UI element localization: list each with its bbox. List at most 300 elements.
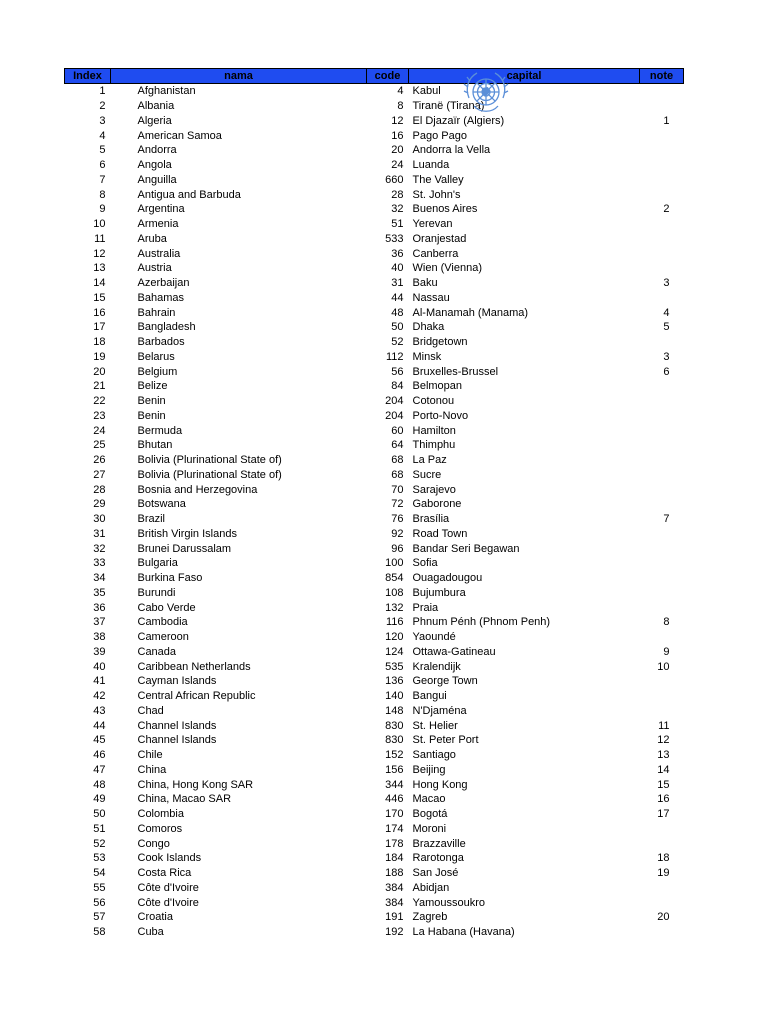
row-code[interactable]: 112 [385,350,404,363]
row-index[interactable]: 50 [93,808,106,821]
row-index[interactable]: 37 [93,616,106,629]
row-capital[interactable]: Bogotá [412,808,448,821]
row-index[interactable]: 18 [93,336,106,349]
row-note[interactable] [640,438,684,453]
row-note[interactable] [640,246,684,261]
row-index[interactable]: 16 [93,306,106,319]
row-name[interactable]: Comoros [137,822,183,835]
row-code[interactable]: 152 [385,749,404,762]
row-note[interactable] [640,704,684,719]
row-code[interactable]: 16 [391,129,404,142]
row-note[interactable]: 9 [663,645,670,658]
row-code[interactable]: 204 [385,409,404,422]
row-capital[interactable]: St. Helier [412,719,458,732]
row-index[interactable]: 23 [93,409,106,422]
row-note[interactable] [640,291,684,306]
row-code[interactable]: 96 [391,542,404,555]
row-note[interactable] [640,881,684,896]
row-code[interactable]: 24 [391,159,404,172]
row-name[interactable]: China, Macao SAR [137,793,232,806]
row-index[interactable]: 14 [93,277,106,290]
row-note[interactable] [640,453,684,468]
row-name[interactable]: Burkina Faso [137,572,203,585]
row-note[interactable]: 3 [663,277,670,290]
row-index[interactable]: 52 [93,837,106,850]
row-name[interactable]: Afghanistan [137,85,196,98]
row-name[interactable]: Australia [137,247,181,260]
row-name[interactable]: Azerbaijan [137,277,190,290]
row-name[interactable]: American Samoa [137,129,222,142]
row-index[interactable]: 8 [99,188,106,201]
row-index[interactable]: 20 [93,365,106,378]
row-capital[interactable]: Andorra la Vella [412,144,491,157]
row-name[interactable]: Benin [137,395,166,408]
table-row [65,925,684,940]
row-name[interactable]: Brunei Darussalam [137,542,232,555]
row-code[interactable]: 384 [385,896,404,909]
row-name[interactable]: China, Hong Kong SAR [137,778,254,791]
row-code[interactable]: 344 [385,778,404,791]
row-code[interactable]: 204 [385,395,404,408]
row-note[interactable] [640,423,684,438]
row-note[interactable] [640,822,684,837]
row-index[interactable]: 54 [93,867,106,880]
row-capital[interactable]: St. Peter Port [412,734,479,747]
row-note[interactable] [640,158,684,173]
row-capital[interactable]: Bujumbura [412,586,466,599]
row-capital[interactable]: Oranjestad [412,232,467,245]
row-code[interactable]: 156 [385,763,404,776]
row-code[interactable]: 64 [391,439,404,452]
row-note[interactable] [640,482,684,497]
row-note[interactable] [640,394,684,409]
row-name[interactable]: Burundi [137,586,176,599]
row-note[interactable] [640,99,684,114]
row-code[interactable]: 31 [391,277,404,290]
row-code[interactable]: 20 [391,144,404,157]
row-note[interactable] [640,84,684,99]
row-index[interactable]: 19 [93,350,106,363]
row-note[interactable]: 17 [657,808,670,821]
row-note[interactable]: 15 [657,778,670,791]
row-code[interactable]: 533 [385,232,404,245]
row-code[interactable]: 52 [391,336,404,349]
row-index[interactable]: 31 [93,527,106,540]
row-capital[interactable]: Belmopan [412,380,463,393]
row-code[interactable]: 44 [391,291,404,304]
row-note[interactable] [640,409,684,424]
row-note[interactable] [640,173,684,188]
row-name[interactable]: Algeria [137,114,172,127]
row-capital[interactable]: Moroni [412,822,447,835]
row-name[interactable]: Aruba [137,232,167,245]
row-code[interactable]: 32 [391,203,404,216]
row-code[interactable]: 40 [391,262,404,275]
row-name[interactable]: China [137,763,167,776]
row-code[interactable]: 36 [391,247,404,260]
row-code[interactable]: 56 [391,365,404,378]
row-name[interactable]: Cameroon [137,631,189,644]
row-note[interactable] [640,468,684,483]
row-capital[interactable]: Bruxelles-Brussel [412,365,499,378]
row-index[interactable]: 4 [99,129,106,142]
row-index[interactable]: 34 [93,572,106,585]
row-capital[interactable]: Bangui [412,690,447,703]
row-capital[interactable]: Luanda [412,159,450,172]
row-capital[interactable]: Canberra [412,247,459,260]
row-note[interactable] [640,836,684,851]
row-index[interactable]: 56 [93,896,106,909]
row-index[interactable]: 47 [93,763,106,776]
row-code[interactable]: 76 [391,513,404,526]
row-capital[interactable]: Minsk [412,350,442,363]
row-note[interactable]: 12 [657,734,670,747]
row-code[interactable]: 140 [385,690,404,703]
row-name[interactable]: Barbados [137,336,185,349]
row-name[interactable]: Chile [137,749,163,762]
row-capital[interactable]: Hong Kong [412,778,468,791]
row-code[interactable]: 830 [385,719,404,732]
row-name[interactable]: Bolivia (Plurinational State of) [137,468,282,481]
row-capital[interactable]: Al-Manamah (Manama) [412,306,529,319]
row-index[interactable]: 33 [93,557,106,570]
row-note[interactable] [640,925,684,940]
row-code[interactable]: 170 [385,808,404,821]
row-index[interactable]: 10 [93,218,106,231]
header-index[interactable]: Index [65,69,111,84]
row-note[interactable]: 11 [658,719,670,732]
row-capital[interactable]: George Town [412,675,478,688]
row-index[interactable]: 17 [93,321,106,334]
row-code[interactable]: 136 [385,675,404,688]
row-index[interactable]: 51 [93,822,106,835]
row-note[interactable] [640,335,684,350]
row-code[interactable]: 384 [385,881,404,894]
row-note[interactable] [640,187,684,202]
row-name[interactable]: Benin [137,409,166,422]
row-note[interactable]: 3 [663,350,670,363]
row-code[interactable]: 116 [385,616,404,629]
row-name[interactable]: Brazil [137,513,166,526]
row-note[interactable] [640,379,684,394]
row-capital[interactable]: Thimphu [412,439,456,452]
row-capital[interactable]: Zagreb [412,911,448,924]
row-capital[interactable]: Santiago [412,749,456,762]
row-capital[interactable]: Rarotonga [412,852,464,865]
row-code[interactable]: 188 [385,867,404,880]
row-index[interactable]: 46 [93,749,106,762]
row-name[interactable]: Bolivia (Plurinational State of) [137,454,282,467]
row-note[interactable]: 10 [657,660,670,673]
row-name[interactable]: Bermuda [137,424,183,437]
row-index[interactable]: 7 [99,173,106,186]
row-code[interactable]: 50 [391,321,404,334]
row-name[interactable]: Cuba [137,926,164,939]
row-capital[interactable]: Buenos Aires [412,203,478,216]
row-index[interactable]: 49 [93,793,106,806]
row-note[interactable] [640,689,684,704]
row-code[interactable]: 120 [385,631,404,644]
row-capital[interactable]: Wien (Vienna) [412,262,482,275]
row-code[interactable]: 68 [391,454,404,467]
row-capital[interactable]: Yaoundé [412,631,456,644]
row-capital[interactable]: Road Town [412,527,468,540]
row-code[interactable]: 660 [385,173,404,186]
row-index[interactable]: 9 [99,203,106,216]
row-code[interactable]: 108 [385,586,404,599]
row-code[interactable]: 28 [391,188,404,201]
row-name[interactable]: Bulgaria [137,557,178,570]
row-index[interactable]: 43 [93,704,106,717]
row-capital[interactable]: Beijing [412,763,446,776]
row-capital[interactable]: Bridgetown [412,336,468,349]
row-code[interactable]: 854 [385,572,404,585]
row-capital[interactable]: Nassau [412,291,450,304]
row-capital[interactable]: La Paz [412,454,447,467]
row-index[interactable]: 27 [93,468,106,481]
row-index[interactable]: 39 [93,645,106,658]
row-index[interactable]: 13 [93,262,106,275]
row-note[interactable] [640,674,684,689]
row-index[interactable]: 44 [93,719,106,732]
row-name[interactable]: Armenia [137,218,179,231]
row-name[interactable]: Andorra [137,144,177,157]
row-code[interactable]: 124 [385,645,404,658]
row-name[interactable]: Bhutan [137,439,173,452]
row-note[interactable] [640,232,684,247]
row-name[interactable]: Croatia [137,911,173,924]
row-note[interactable]: 13 [657,749,670,762]
row-code[interactable]: 191 [385,911,404,924]
row-capital[interactable]: N'Djaména [412,704,467,717]
row-name[interactable]: Colombia [137,808,184,821]
row-index[interactable]: 55 [93,881,106,894]
row-index[interactable]: 2 [99,100,106,113]
header-note[interactable]: note [640,69,684,84]
row-name[interactable]: Côte d'Ivoire [137,896,199,909]
row-name[interactable]: Canada [137,645,177,658]
row-index[interactable]: 28 [93,483,106,496]
row-note[interactable]: 18 [657,852,670,865]
row-note[interactable]: 8 [663,616,670,629]
row-name[interactable]: Botswana [137,498,186,511]
table-row [65,792,684,807]
row-code[interactable]: 174 [385,822,404,835]
header-name[interactable]: nama [111,69,367,84]
row-index[interactable]: 45 [93,734,106,747]
row-note[interactable]: 7 [663,513,670,526]
row-capital[interactable]: The Valley [412,173,464,186]
row-index[interactable]: 11 [94,232,106,245]
row-capital[interactable]: Sofia [412,557,438,570]
row-index[interactable]: 41 [93,675,106,688]
row-note[interactable]: 16 [657,793,670,806]
row-capital[interactable]: Cotonou [412,395,455,408]
row-index[interactable]: 12 [93,247,106,260]
row-note[interactable]: 4 [663,306,670,319]
row-note[interactable] [640,217,684,232]
row-name[interactable]: Austria [137,262,172,275]
row-code[interactable]: 12 [391,114,404,127]
row-code[interactable]: 4 [397,85,404,98]
row-capital[interactable]: Yamoussoukro [412,896,486,909]
row-capital[interactable]: Porto-Novo [412,409,469,422]
row-capital[interactable]: Abidjan [412,881,450,894]
row-name[interactable]: Belgium [137,365,178,378]
row-index[interactable]: 58 [93,926,106,939]
row-note[interactable]: 1 [663,114,670,127]
row-code[interactable]: 92 [391,527,404,540]
row-note[interactable]: 2 [663,203,670,216]
row-capital[interactable]: Gaborone [412,498,462,511]
row-code[interactable]: 535 [385,660,404,673]
row-name[interactable]: British Virgin Islands [137,527,237,540]
row-index[interactable]: 32 [93,542,106,555]
row-name[interactable]: Bahrain [137,306,176,319]
row-note[interactable]: 20 [657,911,670,924]
row-capital[interactable]: Pago Pago [412,129,467,142]
row-index[interactable]: 25 [93,439,106,452]
row-note[interactable] [640,527,684,542]
row-note[interactable] [640,571,684,586]
row-code[interactable]: 830 [385,734,404,747]
row-capital[interactable]: Hamilton [412,424,456,437]
row-name[interactable]: Cook Islands [137,852,202,865]
row-code[interactable]: 60 [391,424,404,437]
row-code[interactable]: 148 [385,704,404,717]
row-note[interactable] [640,600,684,615]
row-code[interactable]: 84 [391,380,404,393]
row-capital[interactable]: Brazzaville [412,837,466,850]
row-name[interactable]: Anguilla [137,173,177,186]
row-name[interactable]: Cabo Verde [137,601,196,614]
row-name[interactable]: Argentina [137,203,185,216]
row-name[interactable]: Albania [137,100,175,113]
row-note[interactable] [640,556,684,571]
row-note[interactable] [640,630,684,645]
row-code[interactable]: 178 [385,837,404,850]
row-name[interactable]: Côte d'Ivoire [137,881,199,894]
row-capital[interactable]: Yerevan [412,218,453,231]
row-name[interactable]: Chad [137,704,164,717]
row-name[interactable]: Cayman Islands [137,675,217,688]
row-note[interactable] [640,128,684,143]
row-code[interactable]: 184 [385,852,404,865]
row-capital[interactable]: El Djazaïr (Algiers) [412,114,505,127]
row-name[interactable]: Belize [137,380,168,393]
row-code[interactable]: 51 [391,218,404,231]
row-capital[interactable]: Brasília [412,513,450,526]
row-index[interactable]: 35 [93,586,106,599]
row-name[interactable]: Central African Republic [137,690,256,703]
row-capital[interactable]: Praia [412,601,439,614]
row-index[interactable]: 26 [93,454,106,467]
row-index[interactable]: 3 [99,114,106,127]
row-index[interactable]: 53 [93,852,106,865]
row-name[interactable]: Antigua and Barbuda [137,188,241,201]
row-note[interactable] [640,586,684,601]
row-name[interactable]: Channel Islands [137,719,217,732]
row-code[interactable]: 132 [385,601,404,614]
row-name[interactable]: Caribbean Netherlands [137,660,251,673]
row-name[interactable]: Bosnia and Herzegovina [137,483,258,496]
header-capital[interactable]: capital [409,69,640,84]
row-note[interactable] [640,895,684,910]
row-name[interactable]: Channel Islands [137,734,217,747]
row-code[interactable]: 48 [391,306,404,319]
row-code[interactable]: 100 [385,557,404,570]
row-note[interactable]: 14 [657,763,670,776]
row-index[interactable]: 30 [93,513,106,526]
table-row [65,173,684,188]
row-index[interactable]: 1 [99,85,106,98]
row-note[interactable]: 6 [663,365,670,378]
header-code[interactable]: code [367,69,409,84]
row-capital[interactable]: Kabul [412,85,441,98]
row-index[interactable]: 29 [93,498,106,511]
row-capital[interactable]: St. John's [412,188,461,201]
row-capital[interactable]: Phnum Pénh (Phnom Penh) [412,616,551,629]
row-capital[interactable]: Tiranë (Tirana) [412,100,485,113]
row-note[interactable]: 5 [663,321,670,334]
row-index[interactable]: 57 [93,911,106,924]
row-capital[interactable]: Dhaka [412,321,445,334]
row-code[interactable]: 446 [385,793,404,806]
row-code[interactable]: 68 [391,468,404,481]
row-capital[interactable]: Kralendijk [412,660,461,673]
row-index[interactable]: 48 [93,778,106,791]
row-index[interactable]: 42 [93,690,106,703]
row-code[interactable]: 72 [391,498,404,511]
row-capital[interactable]: La Habana (Havana) [412,926,515,939]
row-name[interactable]: Belarus [137,350,175,363]
row-capital[interactable]: Sucre [412,468,442,481]
row-index[interactable]: 36 [93,601,106,614]
row-note[interactable] [640,261,684,276]
row-index[interactable]: 5 [99,144,106,157]
row-note[interactable]: 19 [657,867,670,880]
row-index[interactable]: 22 [93,395,106,408]
row-index[interactable]: 40 [93,660,106,673]
row-name[interactable]: Cambodia [137,616,188,629]
row-index[interactable]: 21 [93,380,106,393]
row-name[interactable]: Costa Rica [137,867,192,880]
row-index[interactable]: 15 [93,291,106,304]
row-code[interactable]: 8 [397,100,404,113]
row-name[interactable]: Congo [137,837,170,850]
table-row [65,409,684,424]
row-capital[interactable]: San José [412,867,459,880]
row-capital[interactable]: Ouagadougou [412,572,483,585]
row-capital[interactable]: Bandar Seri Begawan [412,542,520,555]
row-code[interactable]: 192 [385,926,404,939]
table-row [65,379,684,394]
row-note[interactable] [640,143,684,158]
row-code[interactable]: 70 [391,483,404,496]
row-capital[interactable]: Baku [412,277,438,290]
row-name[interactable]: Bangladesh [137,321,196,334]
row-capital[interactable]: Ottawa-Gatineau [412,645,496,658]
row-note[interactable] [640,541,684,556]
row-index[interactable]: 6 [99,159,106,172]
row-name[interactable]: Angola [137,159,172,172]
row-capital[interactable]: Sarajevo [412,483,456,496]
row-note[interactable] [640,497,684,512]
row-name[interactable]: Bahamas [137,291,184,304]
row-index[interactable]: 38 [93,631,106,644]
row-index[interactable]: 24 [93,424,106,437]
row-capital[interactable]: Macao [412,793,446,806]
